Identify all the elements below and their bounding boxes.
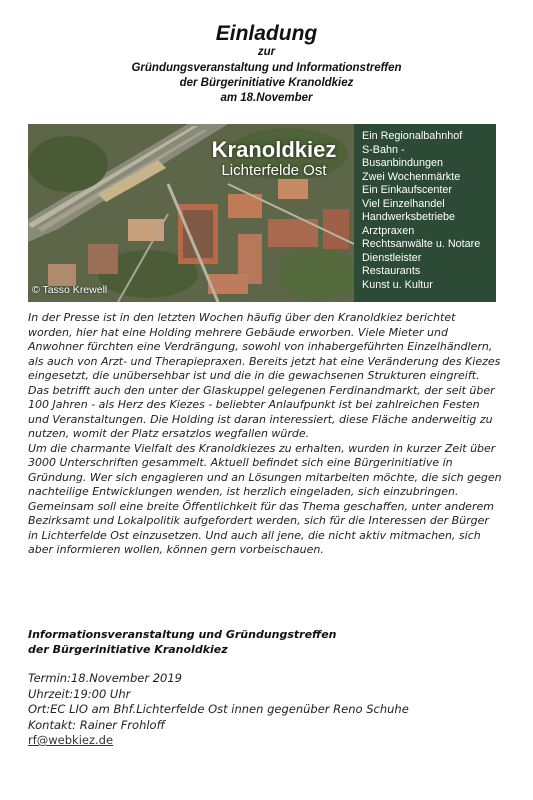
- paragraph-press: In der Presse ist in den letzten Wochen häufig über den Kranoldkiez berichtet worden, hier hat eine Holding mehrere Gebäude erworben. Viele Mieter und Anwohner fürchten eine Verdrängung, sowohl von inhabergeführten Einzelhändlern, als auch von Arzt- und Therapiepraxen. Bereits jetzt hat eine Veränderung des Kiezes eingesetzt, die unübersehbar ist und die in die gewachsenen Strukturen eingreift. Das betrifft auch den unter der Glaskuppel gelegenen Ferdinandmarkt, der seit über 100 Jahren - als Herz des Kiezes - beliebter Anlaufpunkt ist bei zahlreichen Festen und Veranstaltungen. Die Holding ist daran interessiert, diese Fläche anderweitig zu nutzen, womit der Platz ersatzlos wegfallen würde.: [28, 311, 501, 440]
- event-contact: Kontakt: Rainer Frohloff: [28, 717, 165, 732]
- photo-credit: © Tasso Krewell: [32, 284, 108, 296]
- contact-email-link[interactable]: rf@webkiez.de: [28, 733, 114, 747]
- feature-item: Ein Einkaufscenter: [362, 184, 453, 196]
- subtitle-line-1: zur: [257, 46, 276, 58]
- feature-item: Zwei Wochenmärkte: [362, 170, 461, 183]
- feature-item: Handwerksbetriebe: [362, 211, 456, 223]
- logo-sub-text: Lichterfelde Ost: [221, 162, 327, 179]
- logo-main-text: Kranoldkiez: [211, 137, 337, 162]
- kranoldkiez-logo: [204, 138, 344, 179]
- feature-item: Arztpraxen: [362, 224, 415, 237]
- paragraph-initiative: Um die charmante Vielfalt des Kranoldkiezes zu erhalten, wurden in kurzer Zeit über 3000 Unterschriften gesammelt. Aktuell befindet sich eine Bürgerinitiative in Gründung. Wer sich engagieren und an Lösungen mitarbeiten möchte, die sich gegen nachteilige Entwicklungen wenden, ist herzlich eingeladen, sich einzubringen. Gemeinsam soll eine breite Öffentlichkeit für das Thema geschaffen, unter anderem Bezirksamt und Lokalpolitik aufgefordert werden, sich für die Interessen der Bürger in Lichterfelde Ost einzusetzen. Und auch all jene, die nicht aktiv mitmachen, sich aber informieren wollen, können gern vorbeischauen.: [28, 441, 502, 556]
- feature-item: Kunst u. Kultur: [362, 278, 433, 291]
- event-heading-line-1: Informationsveranstaltung und Gründungstreffen: [28, 628, 337, 641]
- feature-item: Viel Einzelhandel: [362, 197, 445, 210]
- subtitle-line-3: der Bürgerinitiative Kranoldkiez: [179, 77, 354, 89]
- feature-list: [362, 130, 496, 292]
- subtitle-line-4: am 18.November: [220, 92, 313, 104]
- kiez-banner: [28, 124, 496, 302]
- subtitle-line-2: Gründungsveranstaltung und Informationstreffen: [131, 62, 402, 74]
- feature-item: Dienstleister: [362, 251, 422, 264]
- event-heading: [28, 627, 502, 657]
- event-location: Ort:EC LIO am Bhf.Lichterfelde Ost innen gegenüber Reno Schuhe: [28, 702, 409, 716]
- feature-item: Busanbindungen: [362, 157, 444, 169]
- event-heading-line-2: der Bürgerinitiative Kranoldkiez: [28, 643, 228, 656]
- event-details: [28, 671, 502, 749]
- feature-item: S-Bahn -: [362, 143, 405, 156]
- event-date: Termin:18.November 2019: [28, 671, 183, 685]
- invitation-title: Einladung: [215, 22, 318, 45]
- event-time: Uhrzeit:19:00 Uhr: [28, 686, 131, 701]
- feature-item: Ein Regionalbahnhof: [362, 130, 463, 142]
- feature-item: Restaurants: [362, 265, 421, 277]
- feature-item: Rechtsanwälte u. Notare: [362, 238, 481, 250]
- article-body: [28, 311, 502, 558]
